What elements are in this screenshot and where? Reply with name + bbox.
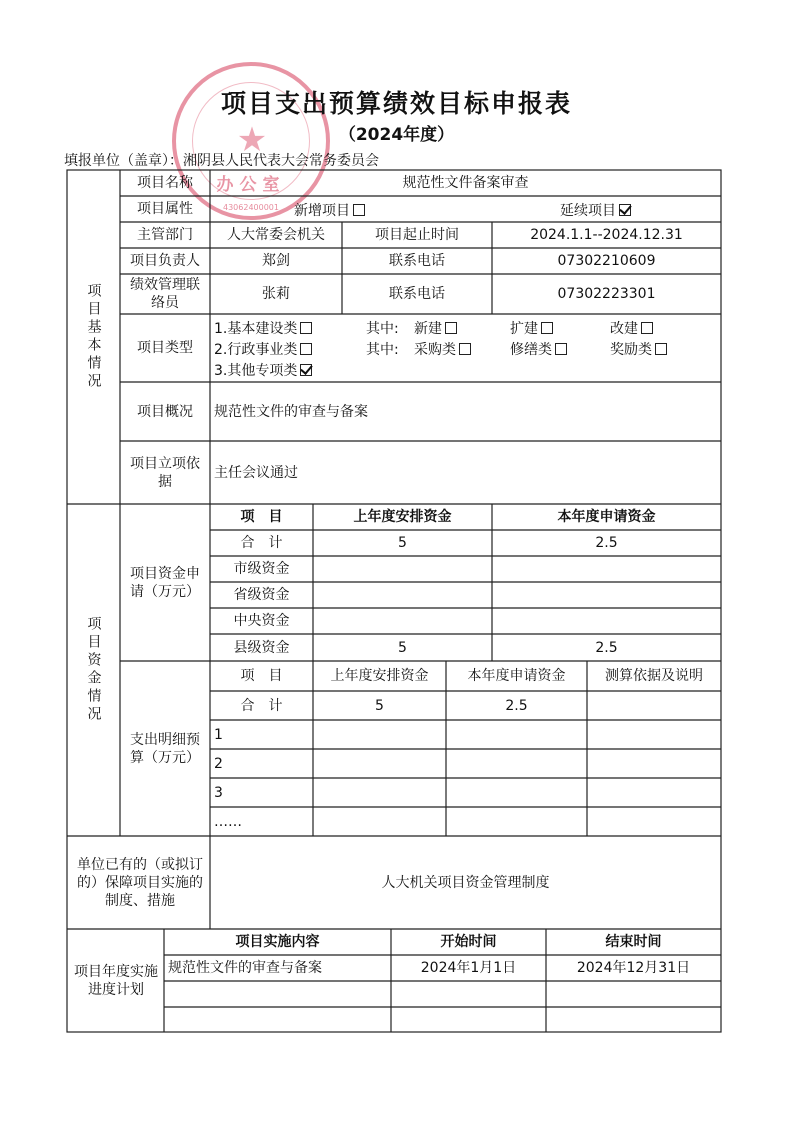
- apply-col-last: 上年度安排资金: [353, 509, 452, 525]
- period-label: 项目起止时间: [375, 227, 459, 243]
- plan-label: 项目年度实施进度计划: [74, 963, 158, 998]
- page-title: 项目支出预算绩效目标申报表: [220, 89, 572, 118]
- apply-row-last: 5: [398, 639, 407, 656]
- section-funds-label: 项目资金情况: [85, 616, 102, 724]
- plan-row-content: [164, 981, 391, 1007]
- perf-phone-value: 07302223301: [557, 286, 656, 302]
- plan-row-start: 2024年1月1日: [420, 960, 517, 976]
- apply-col-item: 项 目: [240, 509, 283, 525]
- plan-row-end: [546, 1007, 721, 1032]
- repair-label: 修缮类: [510, 342, 552, 358]
- plan-row-start: [391, 981, 546, 1007]
- detail-col-item: 项 目: [240, 668, 283, 684]
- detail-row-index: 1: [214, 726, 223, 743]
- perf-value: 张莉: [262, 286, 290, 302]
- plan-col-end: 结束时间: [605, 934, 662, 950]
- seal-text: 办公室: [216, 175, 286, 195]
- apply-row-label: 中央资金: [233, 613, 290, 629]
- plan-row-content: 规范性文件的审查与备案: [168, 960, 322, 976]
- basis-label: 项目立项依据: [130, 455, 200, 490]
- purchase-label: 采购类: [414, 342, 456, 358]
- expand-label: 扩建: [510, 321, 538, 337]
- reward-label: 奖励类: [610, 342, 652, 358]
- among-2: 其中:: [366, 342, 399, 358]
- detail-row-index: ……: [214, 813, 242, 830]
- page-year: （2024年度）: [338, 125, 455, 145]
- apply-row-this: 2.5: [595, 639, 618, 656]
- leader-phone-value: 07302210609: [557, 253, 656, 269]
- guarantee-label: 单位已有的（或拟订的）保障项目实施的制度、措施: [77, 856, 203, 909]
- plan-row-start: [391, 1007, 546, 1032]
- type-label: 项目类型: [137, 340, 193, 356]
- overview-value: 规范性文件的审查与备案: [214, 403, 368, 420]
- new-project-label: 新增项目: [294, 203, 350, 219]
- detail-total-this: 2.5: [505, 697, 528, 714]
- leader-value: 郑剑: [262, 253, 290, 269]
- detail-total-last: 5: [375, 697, 384, 714]
- name-label: 项目名称: [137, 175, 193, 191]
- apply-row-label: 县级资金: [233, 639, 290, 656]
- leader-phone-label: 联系电话: [389, 253, 445, 269]
- detail-row-index: 3: [214, 784, 223, 801]
- name-value: 规范性文件备案审查: [402, 175, 529, 191]
- detail-col-last: 上年度安排资金: [330, 668, 429, 684]
- detail-col-this: 本年度申请资金: [467, 668, 566, 684]
- detail-total-label: 合 计: [240, 697, 283, 714]
- plan-col-start: 开始时间: [440, 934, 497, 950]
- filing-unit: 填报单位（盖章）：湘阴县人民代表大会常务委员会: [64, 153, 379, 169]
- detail-col-note: 测算依据及说明: [605, 668, 703, 684]
- seal-number: 43062400001: [223, 203, 279, 212]
- dept-label: 主管部门: [137, 227, 193, 243]
- apply-row-label: 省级资金: [233, 587, 290, 603]
- leader-label: 项目负责人: [130, 253, 200, 269]
- basis-value: 主任会议通过: [214, 464, 298, 481]
- rebuild-label: 改建: [610, 321, 638, 337]
- plan-row-end: [546, 981, 721, 1007]
- apply-col-this: 本年度申请资金: [557, 509, 656, 525]
- apply-row-last: 5: [398, 535, 407, 551]
- cont-project-label: 延续项目: [560, 203, 616, 219]
- plan-row-end: 2024年12月31日: [576, 960, 691, 976]
- dept-value: 人大常委会机关: [227, 227, 325, 243]
- among-1: 其中:: [366, 321, 399, 337]
- guarantee-value: 人大机关项目资金管理制度: [381, 874, 550, 891]
- detail-row-index: 2: [214, 755, 223, 772]
- period-value: 2024.1.1--2024.12.31: [530, 227, 683, 243]
- type-basic-construction: 1.基本建设类: [214, 321, 298, 337]
- section-basic-label: 项目基本情况: [85, 283, 102, 391]
- seal-star-icon: ★: [236, 120, 268, 160]
- attr-label: 项目属性: [137, 201, 193, 217]
- plan-row-content: [164, 1007, 391, 1032]
- apply-label: 项目资金申请（万元）: [130, 565, 200, 600]
- type-admin: 2.行政事业类: [214, 342, 298, 358]
- perf-phone-label: 联系电话: [389, 286, 445, 302]
- plan-col-content: 项目实施内容: [235, 934, 320, 950]
- apply-row-label: 市级资金: [233, 561, 290, 577]
- new-build-label: 新建: [414, 321, 442, 337]
- apply-row-label: 合 计: [240, 535, 283, 551]
- type-other: 3.其他专项类: [214, 363, 298, 379]
- overview-label: 项目概况: [137, 403, 193, 420]
- perf-label: 绩效管理联络员: [130, 277, 200, 311]
- apply-row-this: 2.5: [595, 535, 618, 551]
- detail-label: 支出明细预算（万元）: [130, 731, 200, 766]
